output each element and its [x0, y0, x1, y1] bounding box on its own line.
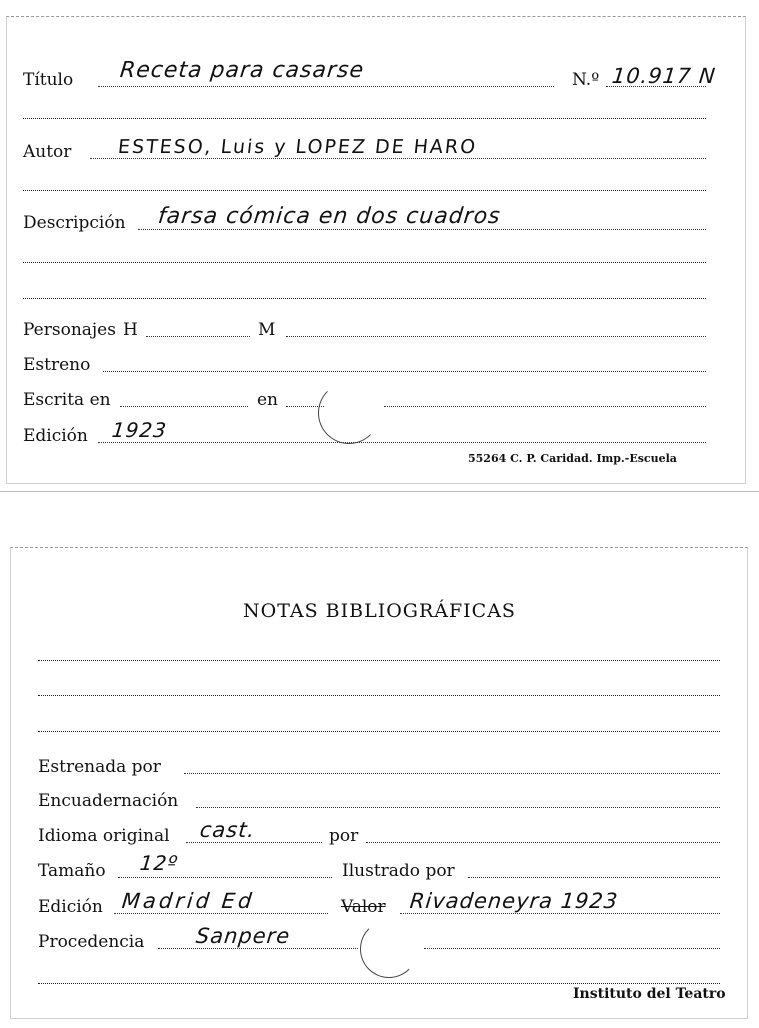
autor-line: [90, 158, 706, 159]
valor-label: Valor: [341, 897, 386, 917]
valor-line: [400, 913, 720, 914]
notas-line-1: [38, 660, 720, 661]
encuadernacion-label: Encuadernación: [38, 791, 179, 811]
estreno-label: Estreno: [23, 355, 91, 375]
notas-heading: NOTAS BIBLIOGRÁFICAS: [243, 600, 516, 622]
estrenada-label: Estrenada por: [38, 757, 161, 777]
personajes-h-label: H: [123, 320, 138, 340]
printer-imprint: 55264 C. P. Caridad. Imp.-Escuela: [468, 452, 677, 465]
stamp-mark-back: [360, 920, 418, 978]
titulo-label: Título: [23, 70, 74, 90]
descripcion-label: Descripción: [23, 213, 126, 233]
descripcion-value: farsa cómica en dos cuadros: [156, 204, 503, 229]
tamano-label: Tamaño: [38, 861, 106, 881]
procedencia-line-b: [424, 948, 720, 949]
personajes-m-line: [286, 336, 706, 337]
autor-extra-line: [23, 190, 706, 191]
idioma-label: Idioma original: [38, 826, 170, 846]
escrita-line: [120, 406, 248, 407]
final-line: [38, 983, 720, 984]
encuadernacion-line: [196, 807, 720, 808]
idioma-por-line: [366, 842, 720, 843]
edicion-value: 1923: [110, 418, 169, 442]
personajes-m-label: M: [258, 320, 276, 340]
autor-value: ESTESO, Luis y LOPEZ DE HARO: [116, 136, 479, 158]
procedencia-label: Procedencia: [38, 932, 145, 952]
edicion-back-value: Madrid Ed: [120, 889, 256, 913]
idioma-por-label: por: [329, 826, 359, 846]
estrenada-line: [184, 773, 720, 774]
tamano-line: [118, 877, 332, 878]
titulo-value: Receta para casarse: [118, 58, 366, 83]
escrita-en-line-b: [384, 406, 706, 407]
cut-line: [0, 491, 759, 492]
edicion-back-label: Edición: [38, 897, 103, 917]
escrita-label: Escrita en: [23, 390, 111, 410]
personajes-label: Personajes: [23, 320, 116, 340]
edicion-line: [98, 442, 706, 443]
numero-value: 10.917 N: [610, 64, 718, 88]
escrita-en-label: en: [257, 390, 279, 410]
autor-label: Autor: [23, 142, 72, 162]
notas-line-3: [38, 731, 720, 732]
valor-value: Rivadeneyra 1923: [408, 889, 620, 913]
stamp-mark: [318, 382, 380, 444]
procedencia-value: Sanpere: [194, 924, 292, 948]
estreno-line: [103, 371, 706, 372]
descripcion-extra-line-1: [23, 262, 706, 263]
tamano-value: 12º: [138, 851, 180, 875]
descripcion-extra-line-2: [23, 298, 706, 299]
idioma-line: [186, 842, 322, 843]
ilustrado-line: [468, 877, 720, 878]
titulo-extra-line: [23, 118, 706, 119]
edicion-back-line: [114, 913, 328, 914]
edicion-label: Edición: [23, 426, 88, 446]
numero-label: N.º: [572, 70, 600, 90]
ilustrado-label: Ilustrado por: [342, 861, 455, 881]
procedencia-line: [158, 948, 358, 949]
idioma-value: cast.: [198, 818, 257, 842]
descripcion-line: [138, 229, 706, 230]
notas-line-2: [38, 695, 720, 696]
institution-footer: Instituto del Teatro: [573, 986, 726, 1002]
titulo-line: [98, 86, 554, 87]
personajes-h-line: [146, 336, 250, 337]
